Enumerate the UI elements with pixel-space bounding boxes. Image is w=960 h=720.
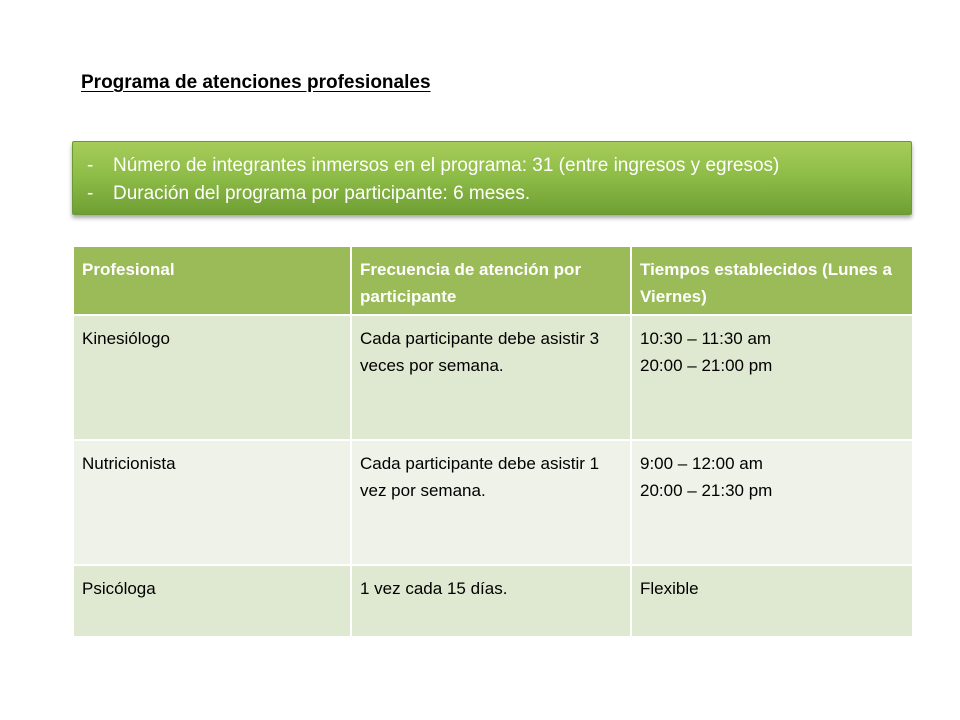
- time-slot: 9:00 – 12:00 am: [640, 454, 763, 473]
- summary-item-text: Número de integrantes inmersos en el programa: 31 (entre ingresos y egresos): [113, 155, 780, 176]
- cell-profesional: Kinesiólogo: [73, 315, 351, 440]
- cell-frecuencia: Cada participante debe asistir 3 veces por semana.: [351, 315, 631, 440]
- table-row: [73, 440, 913, 565]
- column-header-tiempos: Tiempos establecidos (Lunes a Viernes): [631, 246, 913, 315]
- time-slot: Flexible: [640, 579, 699, 598]
- summary-list: [87, 152, 897, 208]
- bullet-dash: -: [87, 155, 94, 176]
- table-header-row: [73, 246, 913, 315]
- summary-item-text: Duración del programa por participante: 6 meses.: [113, 183, 531, 204]
- table-row: [73, 315, 913, 440]
- page-title: Programa de atenciones profesionales: [81, 72, 431, 93]
- cell-tiempos: [631, 440, 913, 565]
- summary-box: [72, 141, 912, 215]
- cell-profesional: Nutricionista: [73, 440, 351, 565]
- table-row: [73, 565, 913, 637]
- cell-profesional: Psicóloga: [73, 565, 351, 637]
- bullet-dash: -: [87, 183, 94, 204]
- care-schedule-table: [72, 245, 914, 638]
- column-header-profesional: Profesional: [73, 246, 351, 315]
- column-header-frecuencia: Frecuencia de atención por participante: [351, 246, 631, 315]
- time-slot: 20:00 – 21:00 pm: [640, 356, 773, 375]
- cell-tiempos: [631, 565, 913, 637]
- cell-tiempos: [631, 315, 913, 440]
- summary-item-duration: [87, 180, 897, 208]
- time-slot: 20:00 – 21:30 pm: [640, 481, 773, 500]
- cell-frecuencia: Cada participante debe asistir 1 vez por semana.: [351, 440, 631, 565]
- summary-item-participants: [87, 152, 897, 180]
- cell-frecuencia: 1 vez cada 15 días.: [351, 565, 631, 637]
- time-slot: 10:30 – 11:30 am: [640, 329, 772, 348]
